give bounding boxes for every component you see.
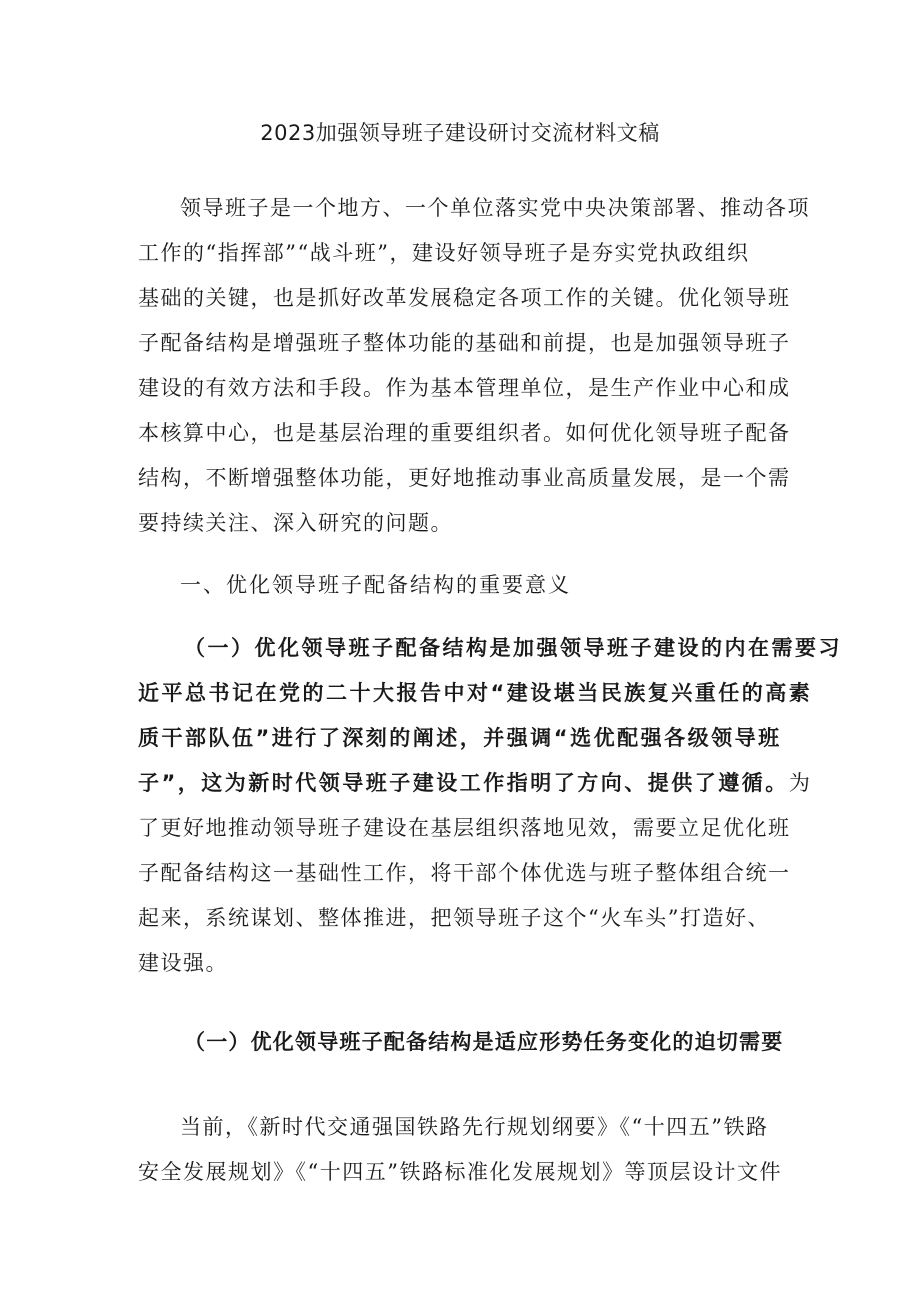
paragraph-line: 结构，不断增强整体功能，更好地推动事业高质量发展，是一个需 <box>138 466 791 490</box>
paragraph-line: 起来，系统谋划、整体推进，把领导班子这个“火车头”打造好、 <box>138 906 770 930</box>
subsection-heading-line: （一）优化领导班子配备结构是加强领导班子建设的内在需要习 <box>184 636 842 660</box>
section-heading: 一、优化领导班子配备结构的重要意义 <box>180 573 571 597</box>
paragraph-line: 子配备结构是增强班子整体功能的基础和前提，也是加强领导班子 <box>138 331 791 355</box>
paragraph-line: 建设的有效方法和手段。作为基本管理单位，是生产作业中心和成 <box>138 376 791 400</box>
subsection-heading-line: 子”，这为新时代领导班子建设工作指明了方向、提供了遵循。 <box>138 771 789 795</box>
paragraph-line: 安全发展规划》《“十四五”铁路标准化发展规划》等顶层设计文件 <box>138 1160 782 1184</box>
paragraph-line: 建设强。 <box>138 951 228 975</box>
paragraph-line: 当前，《新时代交通强国铁路先行规划纲要》《“十四五”铁路 <box>180 1115 769 1139</box>
subsection-heading: （一）优化领导班子配备结构是适应形势任务变化的迫切需要 <box>184 1030 784 1054</box>
document-title: 2023加强领导班子建设研讨交流材料文稿 <box>260 121 660 145</box>
paragraph-line: 领导班子是一个地方、一个单位落实党中央决策部署、推动各项 <box>180 196 810 220</box>
paragraph-line: 本核算中心，也是基层治理的重要组织者。如何优化领导班子配备 <box>138 421 791 445</box>
paragraph-line: 要持续关注、深入研究的问题。 <box>138 511 453 535</box>
mixed-line <box>138 768 811 798</box>
paragraph-text: 为 <box>788 771 812 795</box>
paragraph-line: 了更好地推动领导班子建设在基层组织落地见效，需要立足优化班 <box>138 816 791 840</box>
paragraph-line: 工作的“指挥部”“战斗班”，建设好领导班子是夯实党执政组织 <box>138 241 750 265</box>
subsection-heading-line: 近平总书记在党的二十大报告中对“建设堪当民族复兴重任的高素 <box>138 681 813 705</box>
paragraph-line: 基础的关键，也是抓好改革发展稳定各项工作的关键。优化领导班 <box>138 286 791 310</box>
subsection-heading-line: 质干部队伍”进行了深刻的阐述，并强调“选优配强各级领导班 <box>138 726 782 750</box>
paragraph-line: 子配备结构这一基础性工作，将干部个体优选与班子整体组合统一 <box>138 861 791 885</box>
